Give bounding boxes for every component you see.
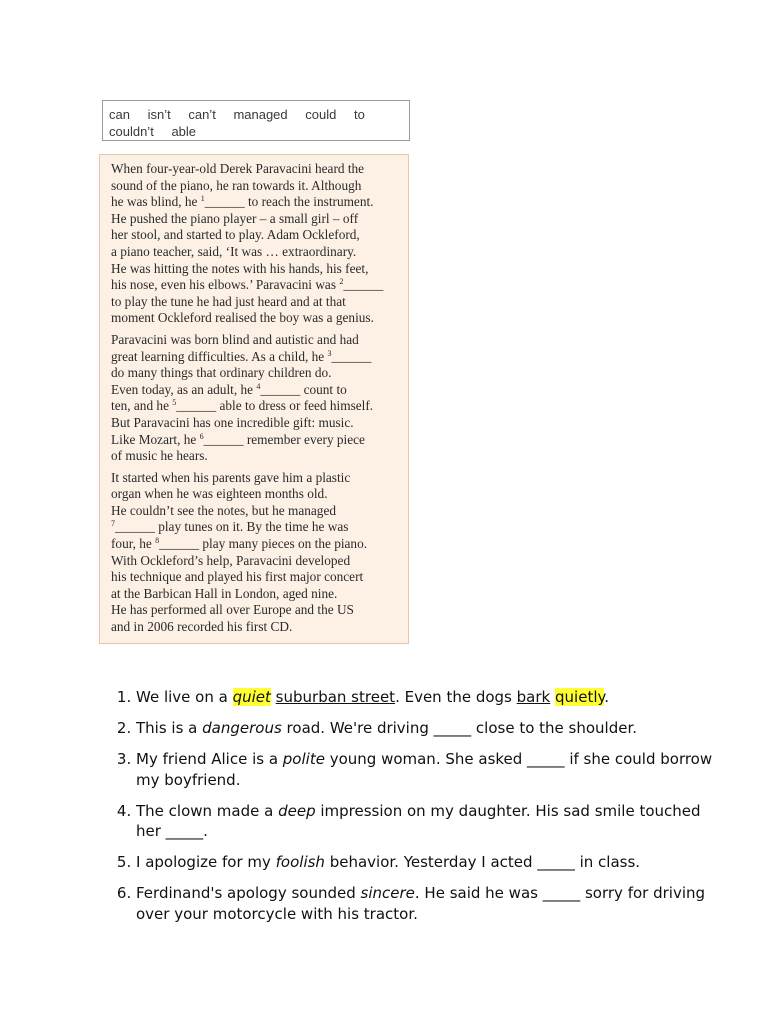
word-bank-word: isn’t [147, 107, 171, 122]
passage-text: ______ play many pieces on the piano. [159, 536, 368, 552]
gap-number: 6 [199, 431, 204, 441]
passage-line [111, 536, 402, 553]
passage-text: ______ [331, 348, 372, 364]
exercise-text: This is a [136, 719, 203, 737]
passage-text: ______ able to dress or feed himself. [176, 398, 374, 414]
exercise-text: impression on my daughter. His sad smile touched her _____. [136, 801, 701, 840]
italic-adjective: foolish [275, 853, 325, 871]
exercise-text: Ferdinand's apology sounded [136, 884, 361, 902]
gap-number: 5 [172, 398, 177, 408]
exercise-text: We live on a [136, 688, 233, 706]
gap-number: 4 [256, 381, 261, 391]
gap-number: 2 [339, 277, 344, 287]
exercise-list [96, 687, 716, 935]
word-bank-word: couldn’t [109, 124, 154, 139]
italic-adjective: polite [282, 750, 325, 768]
passage-line [111, 277, 402, 294]
italic-adjective: deep [278, 801, 316, 820]
gap-number: 3 [327, 348, 332, 358]
underlined-noun: suburban street [275, 688, 396, 706]
passage-line: a piano teacher, said, ‘It was … extraordinary. [111, 243, 357, 259]
exercise-text: . He said he was _____ sorry for driving over your motorcycle with his tractor. [136, 884, 706, 923]
passage-text: ______ count to [260, 381, 347, 397]
passage-text: ______ [343, 277, 384, 293]
passage-line [111, 398, 402, 415]
exercise-text: I apologize for my [136, 853, 276, 871]
passage-text: ten, and he [111, 398, 173, 414]
underlined-verb: bark [516, 688, 551, 706]
passage-line: It started when his parents gave him a plastic [111, 469, 351, 485]
passage-line: He couldn’t see the notes, but he managed [111, 502, 336, 518]
passage-line: He has performed all over Europe and the US [111, 602, 354, 618]
passage-line: organ when he was eighteen months old. [111, 486, 328, 502]
exercise-text: road. We're driving _____ close to the shoulder. [281, 719, 638, 737]
passage-text: ______ remember every piece [203, 431, 365, 447]
passage-text: ______ to reach the instrument. [204, 194, 374, 210]
exercise-item-5 [136, 852, 716, 873]
word-bank-word: can’t [188, 107, 216, 122]
passage-line [111, 349, 402, 366]
italic-adjective: dangerous [202, 719, 282, 737]
exercise-text: . [604, 688, 610, 706]
highlighted-adjective: quiet [232, 688, 271, 706]
passage-line: do many things that ordinary children do. [111, 365, 332, 381]
passage-text: Even today, as an adult, he [111, 381, 257, 397]
passage-paragraph-1 [111, 161, 402, 327]
exercise-text: The clown made a [136, 801, 279, 820]
passage-paragraph-3 [111, 470, 402, 636]
word-bank-box [102, 100, 410, 141]
passage-line: her stool, and started to play. Adam Ockleford, [111, 227, 360, 243]
gap-number: 8 [155, 536, 160, 546]
passage-line: to play the tune he had just heard and at that [111, 293, 346, 309]
highlighted-adverb: quietly [555, 688, 605, 706]
exercise-item-1 [136, 687, 716, 708]
passage-line [111, 519, 402, 536]
passage-text: great learning difficulties. As a child, he [111, 348, 328, 364]
passage-line: and in 2006 recorded his first CD. [111, 619, 293, 635]
passage-line: at the Barbican Hall in London, aged nine. [111, 585, 338, 601]
passage-line: of music he hears. [111, 448, 208, 464]
passage-text: he was blind, he [111, 194, 201, 210]
passage-line: But Paravacini has one incredible gift: music. [111, 414, 354, 430]
passage-text: his nose, even his elbows.’ Paravacini was [111, 277, 340, 293]
passage-line: He pushed the piano player – a small girl – off [111, 210, 359, 226]
passage-text: four, he [111, 536, 156, 552]
word-bank-word: to [353, 107, 365, 122]
exercise-item-2 [136, 718, 716, 739]
word-bank-word: able [171, 124, 197, 139]
word-bank-word: managed [233, 107, 288, 122]
word-bank-word: can [109, 107, 130, 122]
passage-line: With Ockleford’s help, Paravacini developed [111, 552, 351, 568]
exercise-item-6 [136, 883, 716, 924]
passage-line [111, 382, 402, 399]
passage-line: Paravacini was born blind and autistic and had [111, 331, 359, 347]
gap-number: 1 [200, 194, 205, 204]
exercise-text: . Even the dogs [395, 688, 517, 706]
exercise-item-4 [136, 801, 716, 842]
exercise-text: young woman. She asked _____ if she could borrow my boyfriend. [136, 750, 713, 789]
word-bank-line-1 [109, 106, 403, 123]
passage-line: sound of the piano, he ran towards it. Although [111, 177, 362, 193]
passage-line: moment Ockleford realised the boy was a genius. [111, 310, 374, 326]
reading-passage [99, 154, 409, 644]
passage-line: He was hitting the notes with his hands, his feet, [111, 260, 369, 276]
italic-adjective: sincere [360, 884, 415, 902]
passage-paragraph-2 [111, 332, 402, 465]
gap-number: 7 [111, 519, 115, 529]
exercise-text: My friend Alice is a [136, 750, 283, 768]
passage-text: ______ play tunes on it. By the time he was [115, 519, 349, 535]
passage-line [111, 432, 402, 449]
passage-text: Like Mozart, he [111, 431, 200, 447]
passage-line [111, 194, 402, 211]
exercise-text: behavior. Yesterday I acted _____ in class. [324, 853, 641, 871]
exercise-item-3 [136, 749, 716, 790]
passage-line: When four-year-old Derek Paravacini heard the [111, 161, 365, 176]
passage-line: his technique and played his first major concert [111, 569, 364, 585]
word-bank-word: could [305, 107, 337, 122]
word-bank-line-2 [109, 123, 403, 140]
